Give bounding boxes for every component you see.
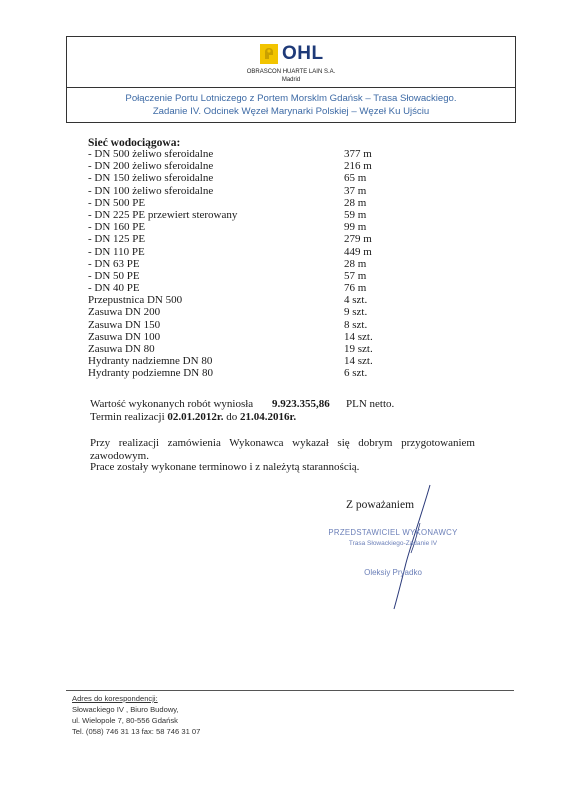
list-item bbox=[88, 221, 398, 233]
item-quantity: 8 szt. bbox=[344, 318, 368, 331]
paragraph-qualification: Przy realizacji zamówienia Wykonawca wykazał się dobrym przygotowaniem zawodowym. bbox=[90, 437, 475, 462]
item-name: - DN 225 PE przewiert sterowany bbox=[88, 208, 238, 221]
list-item bbox=[88, 355, 398, 367]
list-item bbox=[88, 172, 398, 184]
list-item bbox=[88, 160, 398, 172]
footer-line1: Słowackiego IV , Biuro Budowy, bbox=[72, 705, 179, 714]
item-quantity: 65 m bbox=[344, 172, 367, 185]
term-end: 21.04.2016r. bbox=[240, 411, 297, 423]
company-line2: Madrid bbox=[281, 77, 301, 83]
item-quantity: 279 m bbox=[344, 233, 372, 246]
item-name: - DN 200 żeliwo sferoidalne bbox=[88, 160, 214, 173]
item-quantity: 14 szt. bbox=[344, 355, 373, 368]
item-quantity: 59 m bbox=[344, 208, 367, 221]
list-item bbox=[88, 343, 398, 355]
footer-line2: ul. Wielopole 7, 80-556 Gdańsk bbox=[72, 716, 178, 725]
item-name: Hydranty nadziemne DN 80 bbox=[88, 355, 213, 368]
company-name bbox=[67, 68, 515, 84]
item-name: - DN 500 żeliwo sferoidalne bbox=[88, 148, 214, 160]
item-name: - DN 150 żeliwo sferoidalne bbox=[88, 172, 214, 185]
item-quantity: 28 m bbox=[344, 257, 367, 270]
item-quantity: 37 m bbox=[344, 184, 367, 197]
list-item bbox=[88, 294, 398, 306]
project-title bbox=[67, 92, 515, 118]
item-name: - DN 125 PE bbox=[88, 233, 146, 246]
footer-heading: Adres do korespondencji: bbox=[72, 694, 158, 703]
item-quantity: 4 szt. bbox=[344, 294, 368, 307]
footer-line3: Tel. (058) 746 31 13 fax: 58 746 31 07 bbox=[72, 727, 201, 736]
closing-salutation: Z poważaniem bbox=[346, 499, 415, 511]
items-heading: Sieć wodociągowa: bbox=[88, 137, 181, 149]
item-quantity: 57 m bbox=[344, 269, 367, 282]
item-name: Przepustnica DN 500 bbox=[88, 294, 183, 307]
item-name: Hydranty podziemne DN 80 bbox=[88, 367, 213, 380]
item-name: - DN 40 PE bbox=[88, 282, 140, 295]
list-item bbox=[88, 233, 398, 245]
list-item bbox=[88, 185, 398, 197]
term-connector: do bbox=[226, 411, 238, 423]
list-item bbox=[88, 197, 398, 209]
item-quantity: 76 m bbox=[344, 282, 367, 295]
stamp-subtitle: Trasa Słowackiego-Zadanie IV bbox=[348, 540, 438, 547]
item-quantity: 14 szt. bbox=[344, 330, 373, 343]
value-unit: PLN netto. bbox=[346, 398, 395, 410]
items-list bbox=[88, 148, 398, 380]
list-item bbox=[88, 246, 398, 258]
header-divider bbox=[67, 87, 515, 88]
item-name: Zasuwa DN 200 bbox=[88, 306, 161, 319]
footer-address bbox=[72, 693, 200, 737]
item-name: Zasuwa DN 80 bbox=[88, 343, 155, 355]
stamp-title: PRZEDSTAWICIEL WYKONAWCY bbox=[328, 528, 458, 537]
list-item bbox=[88, 331, 398, 343]
logo-text: OHL bbox=[282, 43, 324, 64]
item-name: - DN 110 PE bbox=[88, 245, 145, 258]
list-item bbox=[88, 258, 398, 270]
item-name: - DN 63 PE bbox=[88, 257, 140, 270]
item-name: - DN 500 PE bbox=[88, 196, 146, 209]
project-line1: Połączenie Portu Lotniczego z Portem Morsklm Gdańsk – Trasa Słowackiego. bbox=[125, 93, 457, 104]
item-name: Zasuwa DN 100 bbox=[88, 330, 161, 343]
paragraph-timeliness: Prace zostały wykonane terminowo i z należytą starannością. bbox=[90, 461, 360, 473]
list-item bbox=[88, 148, 398, 160]
footer-divider bbox=[66, 690, 514, 691]
item-quantity: 19 szt. bbox=[344, 343, 373, 355]
term-label: Termin realizacji bbox=[90, 411, 165, 423]
item-quantity: 6 szt. bbox=[344, 367, 368, 380]
item-quantity: 216 m bbox=[344, 160, 372, 173]
value-label: Wartość wykonanych robót wyniosła bbox=[90, 398, 254, 410]
ohl-emblem-icon bbox=[260, 44, 278, 64]
list-item bbox=[88, 319, 398, 331]
term-start: 02.01.2012r. bbox=[167, 411, 224, 423]
item-name: - DN 160 PE bbox=[88, 221, 146, 234]
list-item bbox=[88, 282, 398, 294]
list-item bbox=[88, 270, 398, 282]
completion-term bbox=[90, 411, 296, 423]
item-name: - DN 50 PE bbox=[88, 269, 140, 282]
item-quantity: 99 m bbox=[344, 221, 367, 234]
stamp-name: Oleksiy Pryadko bbox=[364, 568, 422, 577]
project-line2: Zadanie IV. Odcinek Węzeł Marynarki Polskiej – Węzeł Ku Ujściu bbox=[152, 106, 430, 117]
letterhead-box bbox=[66, 36, 516, 123]
item-quantity: 377 m bbox=[344, 148, 372, 160]
list-item bbox=[88, 209, 398, 221]
ohl-logo bbox=[260, 42, 324, 66]
list-item bbox=[88, 306, 398, 318]
company-line1: OBRASCON HUARTE LAIN S.A. bbox=[246, 69, 336, 75]
item-name: - DN 100 żeliwo sferoidalne bbox=[88, 184, 214, 197]
item-quantity: 449 m bbox=[344, 245, 372, 258]
value-amount: 9.923.355,86 bbox=[272, 398, 330, 410]
contractor-stamp bbox=[318, 528, 468, 577]
item-quantity: 28 m bbox=[344, 196, 367, 209]
item-name: Zasuwa DN 150 bbox=[88, 318, 161, 331]
list-item bbox=[88, 367, 398, 379]
item-quantity: 9 szt. bbox=[344, 306, 368, 319]
